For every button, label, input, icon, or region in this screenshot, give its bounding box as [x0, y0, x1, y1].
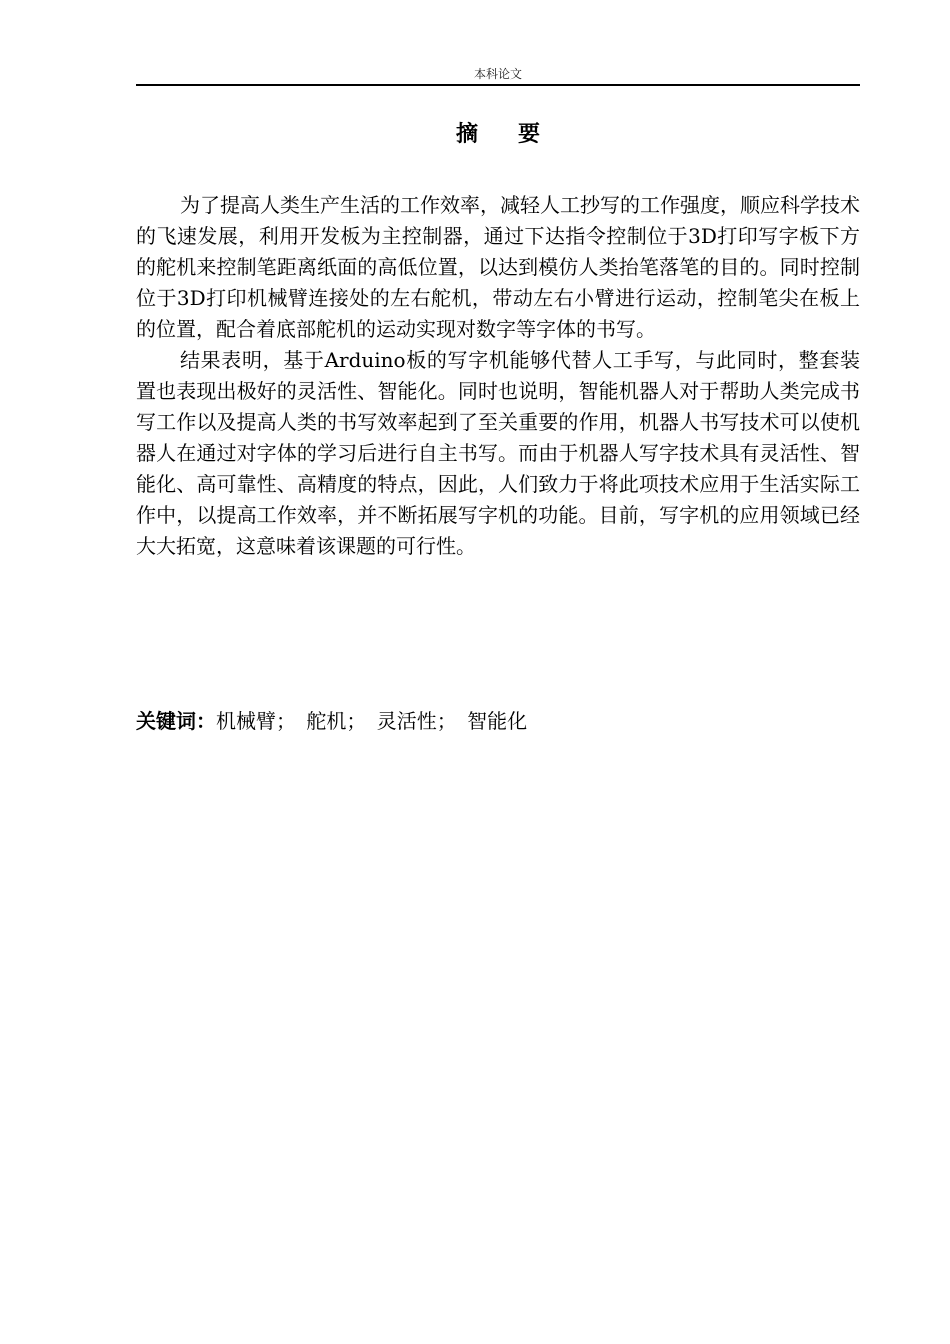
keyword-item: 灵活性； — [376, 709, 457, 733]
keywords-label: 关键词： — [136, 709, 216, 733]
abstract-paragraph-1: 为了提高人类生产生活的工作效率，减轻人工抄写的工作强度，顺应科学技术的飞速发展，利用开发板为主控制器，通过下达指令控制位于3D打印写字板下方的舵机来控制笔距离纸面的高低位置，以达到模仿人类抬笔落笔的目的。同时控制位于3D打印机械臂连接处的左右舵机，带动左右小臂进行运动，控制笔尖在板上的位置，配合着底部舵机的运动实现对数字等字体的书写。 — [136, 193, 860, 341]
abstract-body — [136, 190, 860, 562]
keyword-item: 舵机； — [306, 709, 367, 733]
keywords-line — [136, 706, 860, 737]
keyword-item: 机械臂； — [216, 709, 296, 733]
running-header: 本科论文 — [473, 67, 522, 81]
abstract-title: 摘要 — [455, 122, 580, 147]
abstract-paragraph-2: 结果表明，基于Arduino板的写字机能够代替人工手写，与此同时，整套装置也表现出极好的灵活性、智能化。同时也说明，智能机器人对于帮助人类完成书写工作以及提高人类的书写效率起到了至关重要的作用，机器人书写技术可以使机器人在通过对字体的学习后进行自主书写。而由于机器人写字技术具有灵活性、智能化、高可靠性、高精度的特点，因此，人们致力于将此项技术应用于生活实际工作中，以提高工作效率，并不断拓展写字机的功能。目前，写字机的应用领域已经大大拓宽，这意味着该课题的可行性。 — [136, 348, 860, 558]
keyword-item: 智能化 — [467, 709, 528, 733]
header-divider — [136, 84, 860, 86]
